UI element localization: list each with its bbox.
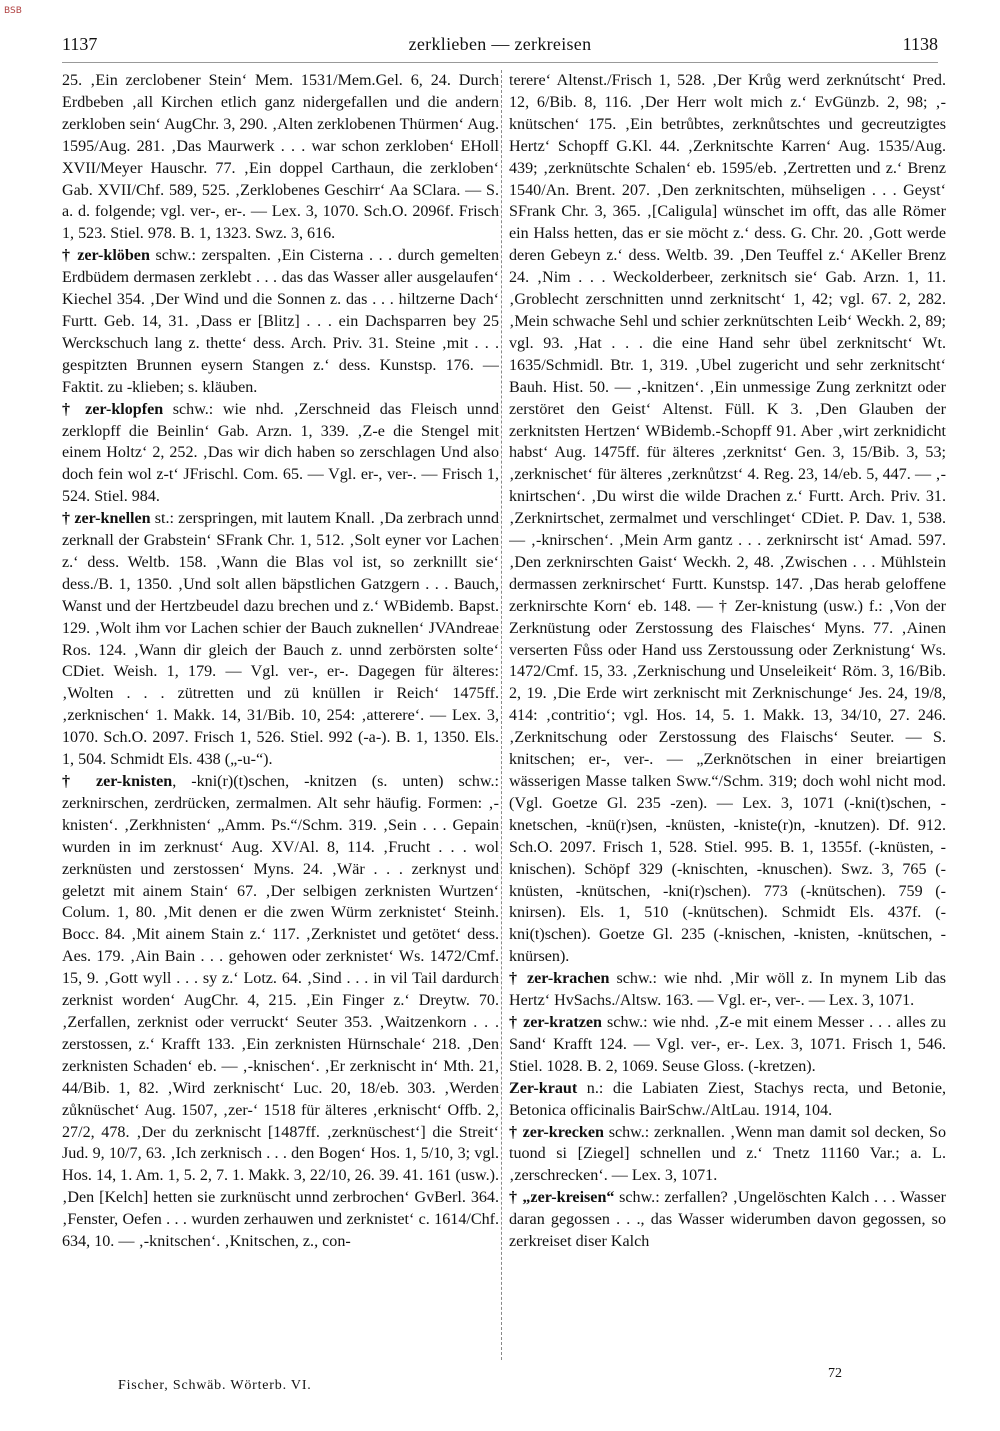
signature-mark: 72 [828,1366,842,1381]
dictionary-entry [509,1078,946,1122]
entry-lemma: † zer-klopfen [62,400,164,418]
entry-lemma: Zer-kraut [509,1079,578,1097]
page-header [62,34,938,58]
left-column [62,70,499,1360]
dictionary-entry [62,399,499,509]
continued-text [509,70,946,968]
entry-lemma: † zer-kratzen [509,1013,603,1031]
entry-text: schw.: wie nhd. ‚Zerschneid das Fleisch unnd zerklopff die Beinlin‘ Gab. Arzn. 1, 339. ‚Z-e die Stengel mit einem Holtz‘ 2, 252. ‚Das wir dich haben so zerschlagen Und also doch fein wol z-t‘ JFrischl. Com. 65. — Vgl. er-, ver-. — Frisch 1, 524. Stiel. 984. [62,400,499,506]
dictionary-entry [509,1122,946,1188]
dictionary-entry [62,771,499,1253]
entry-text: schw.: wie nhd. ‚Z-e mit einem Messer . . . alles zu Sand‘ Krafft 124. — Vgl. ver-, er-. Lex. 3, 1071. Frisch 1, 546. Stiel. 1028. B. 2, 1069. Seuse Gloss. (-kretzen). [509,1013,946,1075]
entry-text: schw.: zerspalten. ‚Ein Cisterna . . . durch gemelten Erdbüdem dermasen zerklebt . . . das das Wasser aller ausgelaufen‘ Kiechel 354. ‚Der Wind und die Sonnen z. das . . . hiltzerne Dach‘ Furtt. Geb. 14, 31. ‚Dass er [Blitz] . . . ein Dachsparren bey 25 Werckschuch lang z. thette‘ dess. Arch. Priv. 31. Steine ‚mit . . . gespitzten Brunnen eysern Stangen z.‘ dess. Kunstsp. 176. — Faktit. zu -klieben; s. kläuben. [62,247,499,396]
entry-lemma: † zer-knellen [62,510,151,528]
dictionary-entry [62,245,499,398]
page-number-left: 1137 [62,34,98,54]
entry-lemma: † zer-klöben [62,247,150,265]
entry-lemma: † zer-krachen [509,970,610,988]
entry-lemma: † zer-knisten [62,773,173,790]
dictionary-entry [509,1187,946,1253]
entry-text: 25. ‚Ein zercl​obener Stein‘ Mem. 1531/Mem.Gel. 6, 24. Durch Erdbeben ‚all Kirchen etlich ganz nidergefallen und die andern zerkloben sein‘ AugChr. 3, 290. ‚Alten zerklobenen Thürmen‘ Aug. 1595/Aug. 281. ‚Das Maurwerk . . . war schon zerkloben‘ EHoll XVII/Meyer Hauschr. 77. ‚Ein doppel Carthaun, die zerkloben‘ Gab. XVII/Chf. 589, 525. ‚Zerklobenes Geschirr‘ Aa SClara. — S. a. d. folgende; vgl. ver-, er-. — Lex. 3, 1070. Sch.O. 2096f. Frisch 1, 523. Stiel. 978. B. 1, 1323. Swz. 3, 616. [62,72,499,243]
entry-text: schw.: zerfallen? ‚Ungelöschten Kalch . . . Wasser daran gegossen . . ., das Wasser widerumben davon gegossen, so zerkreiset diser Kalch [509,1189,946,1251]
entry-lemma: † zer-krecken [509,1123,604,1141]
dictionary-entry [62,508,499,771]
dictionary-entry [509,1012,946,1078]
entry-text: st.: zerspringen, mit lautem Knall. ‚Da zerbrach unnd zerknall der Grabstein‘ SFrank Chr. 1, 512. ‚Solt eyner vor Lachen z.‘ dess. Weltb. 158. ‚Wann die Blas vol ist, so zerknillt sie‘ dess./B. 1, 1350. ‚Und solt allen bäpstlichen Gatzgern . . . Bauch, Wanst und der Hertzbeudel dazu brechen und z.‘ WBidemb. Bapst. 129. ‚Wolt ihm vor Lachen schier der Bauch zuknellen‘ JVAndreae Ros. 124. ‚Wann dir gleich der Bauch z. unnd zerbörsten solte‘ CDiet. Weish. 1, 179. — Vgl. ver-, er-. Dagegen für älteres: ‚Wolten . . . zütretten und zü knüllen ir Reich‘ 1475ff. ‚zerknischen‘ 1. Makk. 14, 31/Bib. 10, 254: ‚atterere‘. — Lex. 3, 1070. Sch.O. 2097. Frisch 1, 526. Stiel. 992 (-a-). B. 1, 1350. Els. 1, 504. Schmidt Els. 438 („-u-“). [62,510,499,769]
right-column [509,70,946,1360]
library-stamp: BSB [4,6,22,16]
entry-lemma: † „zer-kreisen“ [509,1189,615,1207]
header-rule [62,62,938,63]
dictionary-entry [509,968,946,1012]
continued-text [62,70,499,245]
column-divider [501,70,502,1360]
entry-text: , -kni(r)(t)schen, -knitzen (s. unten) schw.: zerknirschen, zerdrücken, zermalmen. Alt sehr häufig. Formen: ‚-knisten‘. ‚Zerkhnisten‘ „Amm. Ps.“/Schm. 319. ‚Sein . . . Gepain wurden in im zerknust‘ Aug. XV/Al. 8, 114. ‚Frucht . . . wol zerknüsten und zerstossen‘ Myns. 24. ‚Wär . . . zerknyst und geletzt mit ainem Stain‘ 67. ‚Der selbigen zerknisten Wurtzen‘ Colum. 1, 80. ‚Mit denen er die zwen Würm zerknistet‘ Steinh. Bocc. 84. ‚Mit ainem Stain z.‘ 117. ‚Zerknistet und getötet‘ dess. Aes. 179. ‚Ain Bain . . . gehowen oder zerknistet‘ Ws. 1472/Cmf. 15, 9. ‚Gott wyll . . . sy z.‘ Lotz. 64. ‚Sind . . . in vil Tail dardurch zerknist worden‘ AugChr. 4, 215. ‚Ein Finger z.‘ Dreytw. 70. ‚Zerfallen, zerknist oder verruckt‘ Seuter 353. ‚Waitzenkorn . . . zerstossen, z.‘ Krafft 133. ‚Ein zerknisten Hürnschale‘ 218. ‚Den zerknisten Schaden‘ eb. — ‚-knischen‘. ‚Er zerknischt in‘ Mth. 21, 44/Bib. 1, 82. ‚Wird zerknischt‘ Luc. 20, 18/eb. 303. ‚Werden zůknüschet‘ Aug. 1507, ‚zer-‘ 1518 für älteres ‚erknischt‘ Offb. 2, 27/2, 478. ‚Der du zerknischt [1487ff. ‚zerknüschest‘] die Streit‘ Jud. 9, 10/7, 63. ‚Ich zerknisch . . . den Bogen‘ Hos. 1, 5/10, 3; vgl. Hos. 14, 1. Am. 1, 5. 2, 7. 1. Makk. 3, 22/10, 26. 39. 41. 161 (usw.). ‚Den [Kelch] hetten sie zurknüscht unnd zerbrochen‘ GvBerl. 364. ‚Fenster, Oefen . . . wurden zerhauwen und zerknistet‘ c. 1614/Chf. 634, 10. — ‚-knitschen‘. ‚Knitschen, z., con- [62,773,499,1251]
entry-text: n.: die Labiaten Ziest, Stachys recta, und Betonie, Betonica officinalis BairSchw./AltLau. 1914, 104. [509,1079,946,1119]
page-number-right: 1138 [902,34,938,54]
entry-text: schw.: zerknallen. ‚Wenn man damit sol decken, So tuond si [Ziegel] schnellen und z.‘ Tnetz 11160 Var.; a. L. ‚zerschrecken‘. — Lex. 3, 1071. [509,1123,946,1185]
running-title: zerklieben — zerkreisen [408,34,592,54]
entry-text: terere‘ Altenst./Frisch 1, 528. ‚Der Krůg werd zerknútscht‘ Pred. 12, 6/Bib. 8, 116. ‚Der Herr wolt mich z.‘ EvGünzb. 2, 98; ‚-knütschen‘ 175. ‚Ein betrůbtes, zerknůtschtes und gecreutzigtes Hertz‘ Schopff G.Kl. 44. ‚Zerknitschte Karren‘ Aug. 1535/Aug. 439; ‚zerknütschte Schalen‘ eb. 1595/eb. ‚Zertretten und z.‘ Brenz 1540/An. Brent. 207. ‚Den zerknitschten, mühseligen . . . Geyst‘ SFrank Chr. 3, 365. ‚[Caligula] wünschet im offt, das alle Römer ein Halss hetten, das er sie möcht z.‘ dess. G. Chr. 20. ‚Gott werde deren Gebeyn z.‘ dess. Weltb. 39. ‚Den Teuffel z.‘ AKeller Brenz 24. ‚Nim . . . Weckolderbeer, zerknitsch sie‘ Gab. Arzn. 1, 11. ‚Groblecht zerschnitten unnd zerknitscht‘ 1, 42; vgl. 67. 2, 282. ‚Mein schwache Sehl und schier zerknütschten Leib‘ Weckh. 2, 89; vgl. 93. ‚Hat . . . die eine Hand sehr übel zerknitscht‘ Wt. 1635/Schmidl. Btr. 1, 319. ‚Ubel zugericht und sehr zerknitscht‘ Bauh. Hist. 50. — ‚-knitzen‘. ‚Ein unmessige Zung zerknitzt oder zerstöret den Geist‘ Altenst. Füll. K 3. ‚Den Glauben der zerknitsten Hertzen‘ WBidemb.-Schopff 91. Aber ‚wirt zerknidicht habst‘ Aug. 1475ff. für älteres ‚zerknitst‘ Gen. 3, 15/Bib. 3, 53; ‚zerknischet‘ für älteres ‚zerknůtzst‘ 4. Reg. 23, 14/eb. 5, 447. — ‚-knirtschen‘. ‚Du wirst die wilde Drachen z.‘ Furtt. Arch. Priv. 31. ‚Zerknirtschet, zermalmet und verschlinget‘ CDiet. P. Dav. 1, 538. — ‚-knirschen‘. ‚Mein Arm gantz . . . zerknirscht ist‘ Amad. 597. ‚Den zerknirschten Gaist‘ Weckh. 2, 48. ‚Zwischen . . . Mühlstein dermassen zerknirschet‘ Furtt. Kunstsp. 147. ‚Das herab geloffene zerknirschte Korn‘ eb. 148. — † Zer-knistung (usw.) f.: ‚Von der Zerknüstung oder Zerstossung des Flaisches‘ Myns. 77. ‚Ainen verserten Fůss oder Hand uss Zerstoussung oder Zerknistung‘ Ws. 1472/Cmf. 15, 33. ‚Zerknischung und Unseleikeit‘ Röm. 3, 16/Bib. 2, 19. ‚Die Erde wirt zerknischt mit Zerknischunge‘ Jes. 24, 19/8, 414: ‚contritio‘; vgl. Hos. 14, 5. 1. Makk. 13, 34/10, 27. 246. ‚Zerknitschung oder Zerstossung des Flaischs‘ Seuter. — S. knitschen; er-, ver-. — „Zerknötschen in einer breiartigen wässerigen Masse talken Sww.“/Schm. 319; doch wohl nicht mod. (Vgl. Goetze Gl. 235 -zen). — Lex. 3, 1071 (-kni(t)schen, -knetschen, -knü(r)sen, -knüsten, -kniste(r)n, -knutzen). Df. 912. Sch.O. 2097. Frisch 1, 528. Stiel. 995. B. 1, 1355f. (-knüsten, -knischen). Schöpf 329 (-knischten, -knuschen). Swz. 3, 765 (-knüsten, -knütschen, -kni(r)schen). 773 (-knütschen). 759 (-knirsen). Els. 1, 510 (-knütschen). Schmidt Els. 437f. (-kni(t)schen). Goetze Gl. 235 (-knischen, -knisten, -knütschen, -knürsen). [509,72,946,966]
footer-source: Fischer, Schwäb. Wörterb. VI. [118,1378,312,1393]
entry-text: schw.: wie nhd. ‚Mir wöll z. In mynem Lib das Hertz‘ HvSachs./Altsw. 163. — Vgl. er-, ver-. — Lex. 3, 1071. [509,970,946,1010]
